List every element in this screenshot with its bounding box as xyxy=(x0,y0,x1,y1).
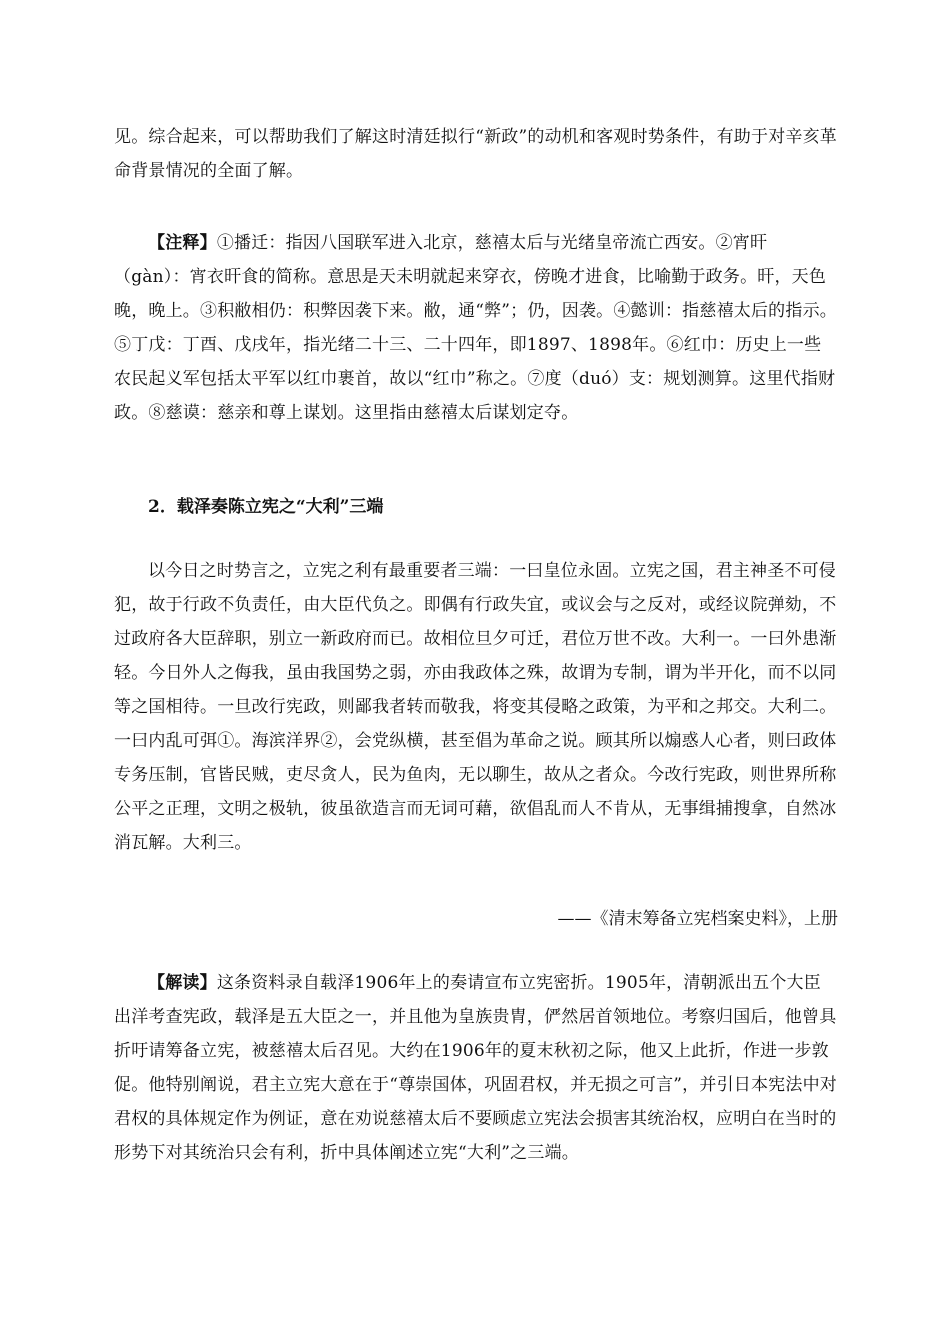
interpretation-label: 【解读】 xyxy=(148,973,217,993)
notes-text: ①播迁：指因八国联军进入北京，慈禧太后与光绪皇帝流亡西安。②宵旰（gàn）：宵衣旰食的简称。意思是天未明就起来穿衣，傍晚才进食，比喻勤于政务。旰，天色晚，晚上。③积敝相仍：积弊因袭下来。敝，通“弊”；仍，因袭。④懿训：指慈禧太后的指示。⑤丁戊：丁酉、戊戌年，指光绪二十三、二十四年，即1897、1898年。⑥红巾：历史上一些农民起义军包括太平军以红巾裹首，故以“红巾”称之。⑦度（duó）支：规划测算。这里代指财政。⑧慈谟：慈亲和尊上谋划。这里指由慈禧太后谋划定夺。 xyxy=(114,233,837,423)
intro-paragraph: 见。综合起来，可以帮助我们了解这时清廷拟行“新政”的动机和客观时势条件，有助于对辛亥革命背景情况的全面了解。 xyxy=(114,127,837,181)
interpretation-text: 这条资料录自载泽1906年上的奏请宣布立宪密折。1905年，清朝派出五个大臣出洋考查宪政，载泽是五大臣之一，并且他为皇族贵胄，俨然居首领地位。考察归国后，他曾具折吁请筹备立宪，被慈禧太后召见。大约在1906年的夏末秋初之际，他又上此折，作进一步敦促。他特别阐说，君主立宪大意在于“尊崇国体，巩固君权，并无损之可言”，并引日本宪法中对君权的具体规定作为例证，意在劝说慈禧太后不要顾虑立宪法会损害其统治权，应明白在当时的形势下对其统治只会有利，折中具体阐述立宪“大利”之三端。 xyxy=(114,973,837,1163)
notes-paragraph xyxy=(114,226,838,430)
source-citation: ——《清末筹备立宪档案史料》，上册 xyxy=(557,909,838,929)
notes-label: 【注释】 xyxy=(148,233,217,253)
section-heading: 2．载泽奏陈立宪之“大利”三端 xyxy=(148,497,384,517)
interpretation-paragraph xyxy=(114,966,838,1170)
section-body: 以今日之时势言之，立宪之利有最重要者三端：一曰皇位永固。立宪之国，君主神圣不可侵犯，故于行政不负责任，由大臣代负之。即偶有行政失宜，或议会与之反对，或经议院弹劾，不过政府各大臣辞职，别立一新政府而已。故相位旦夕可迁，君位万世不改。大利一。一曰外患渐轻。今日外人之侮我，虽由我国势之弱，亦由我政体之殊，故谓为专制，谓为半开化，而不以同等之国相待。一旦改行宪政，则鄙我者转而敬我，将变其侵略之政策，为平和之邦交。大利二。一曰内乱可弭①。海滨洋界②，会党纵横，甚至倡为革命之说。顾其所以煽惑人心者，则曰政体专务压制，官皆民贼，吏尽贪人，民为鱼肉，无以聊生，故从之者众。今改行宪政，则世界所称公平之正理，文明之极轨，彼虽欲造言而无词可藉，欲倡乱而人不肯从，无事缉捕搜拿，自然冰消瓦解。大利三。 xyxy=(114,561,837,853)
